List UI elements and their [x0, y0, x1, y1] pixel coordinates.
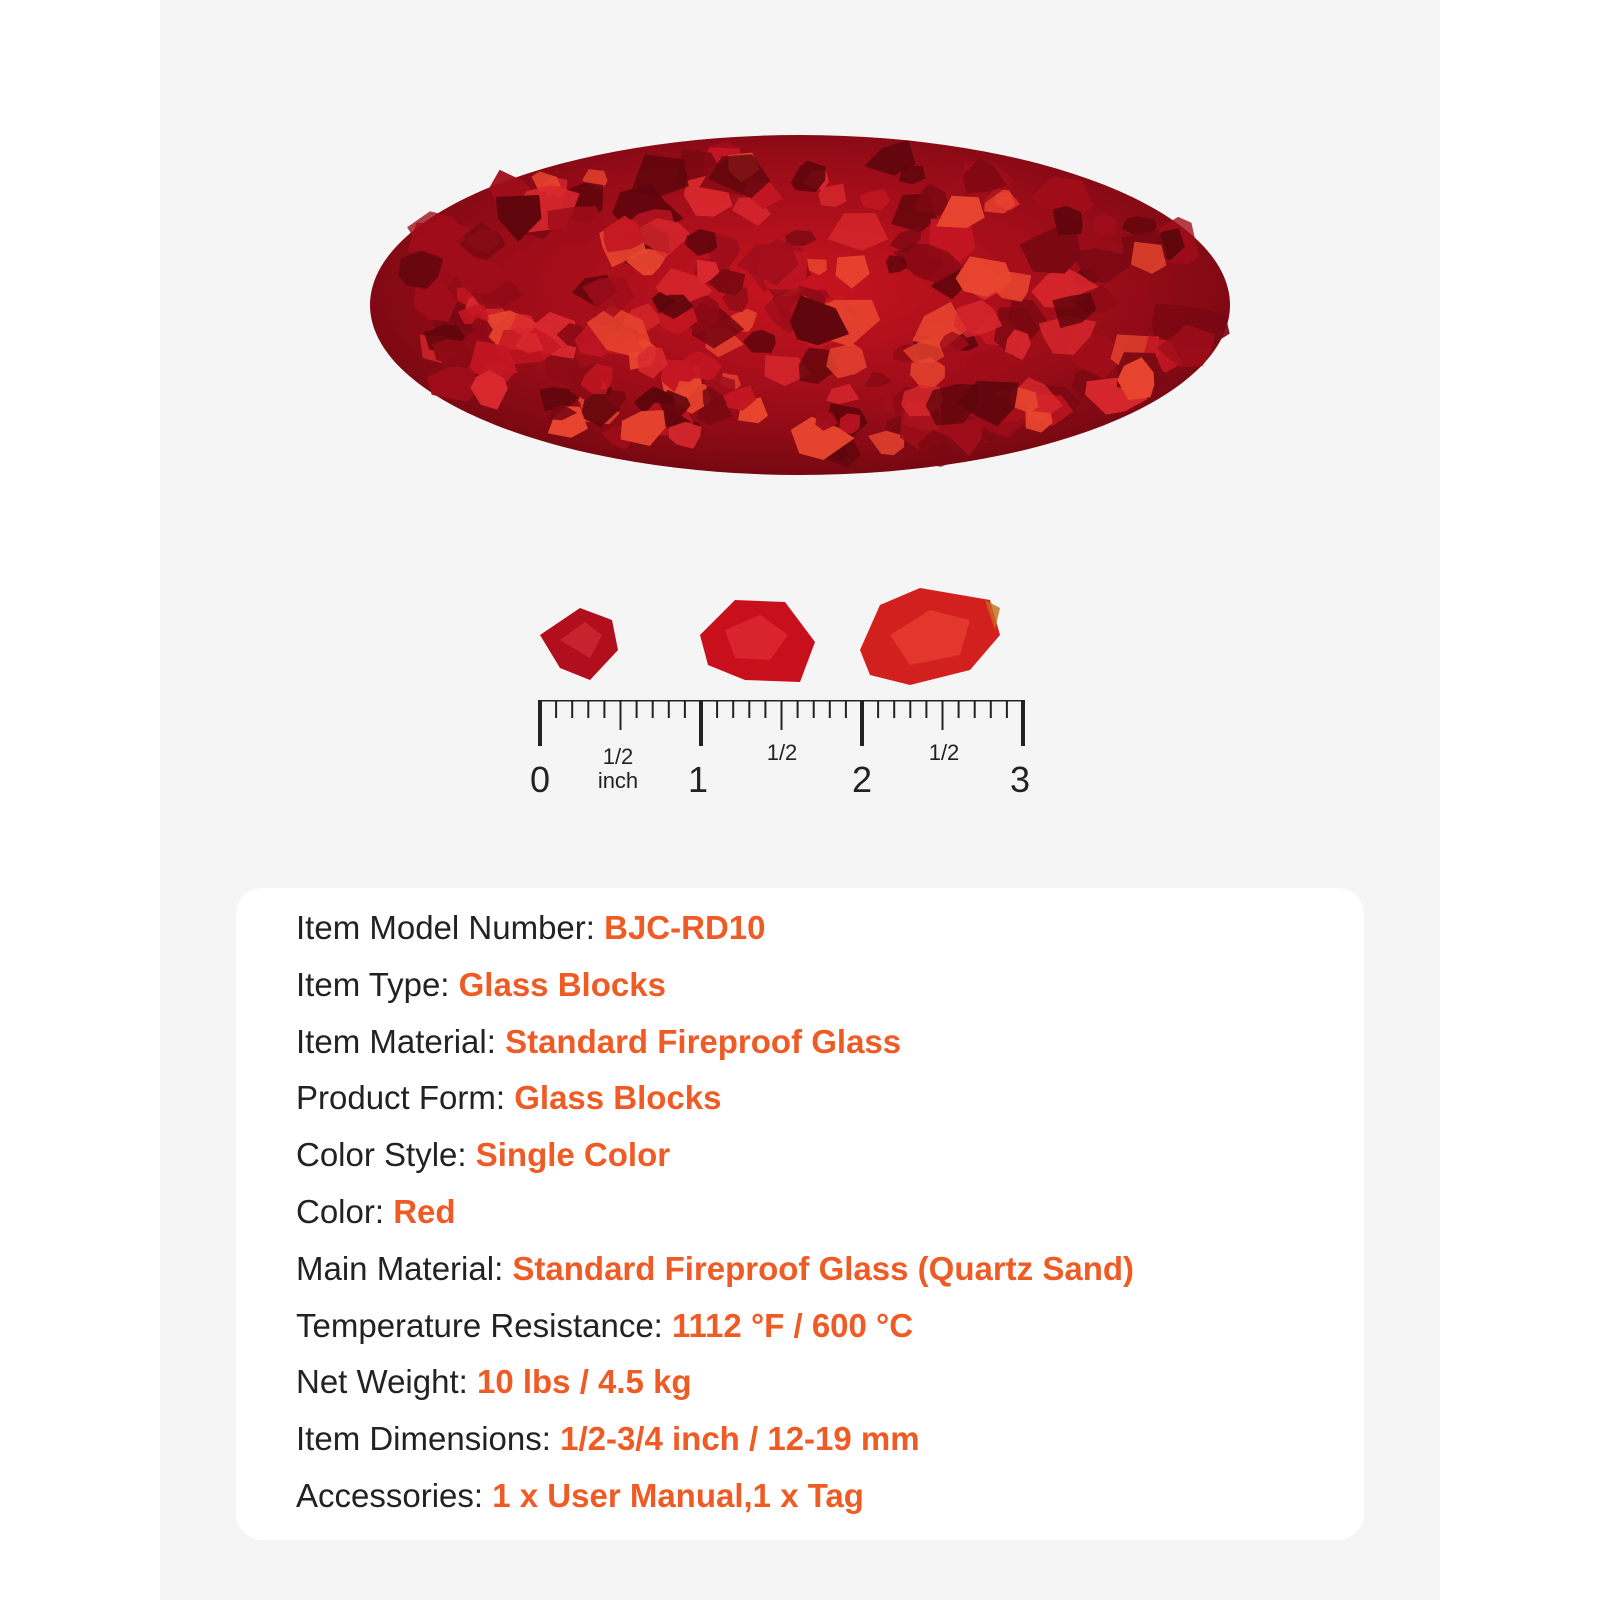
- spec-label: Color:: [296, 1192, 394, 1230]
- spec-label: Net Weight:: [296, 1363, 477, 1401]
- glass-heap-image: [340, 100, 1260, 510]
- spec-value: Standard Fireproof Glass (Quartz Sand): [512, 1249, 1134, 1287]
- spec-value: Single Color: [475, 1136, 671, 1174]
- spec-value: 1112 °F / 600 °C: [672, 1306, 914, 1344]
- spec-label: Item Model Number:: [296, 909, 605, 946]
- spec-value: Standard Fireproof Glass: [505, 1022, 902, 1060]
- spec-label: Temperature Resistance:: [296, 1306, 673, 1344]
- measurement-ruler: [520, 700, 1060, 820]
- ruler-half-label: 1/2: [766, 740, 798, 765]
- ruler-unit-label: inch: [597, 768, 639, 793]
- spec-value: 10 lbs / 4.5 kg: [476, 1363, 692, 1401]
- spec-value: BJC-RD10: [604, 909, 766, 946]
- spec-row-color: [296, 1184, 1134, 1241]
- spec-row-item-material: [296, 1014, 1134, 1071]
- specifications-card: [236, 888, 1364, 1540]
- spec-value: Glass Blocks: [514, 1079, 722, 1117]
- spec-label: Main Material:: [296, 1249, 513, 1287]
- ruler-number-3: 3: [1009, 759, 1031, 800]
- ruler-half-label: 1/2: [928, 740, 960, 765]
- spec-row-accessories: [296, 1468, 1134, 1525]
- glass-samples-image: [530, 580, 1070, 710]
- spec-label: Item Dimensions:: [296, 1420, 561, 1458]
- spec-label: Item Material:: [296, 1022, 506, 1060]
- ruler-number-2: 2: [851, 759, 873, 800]
- spec-label: Accessories:: [296, 1476, 493, 1514]
- spec-row-temperature-resistance: [296, 1298, 1134, 1355]
- spec-value: 1/2-3/4 inch / 12-19 mm: [560, 1420, 920, 1458]
- ruler-number-1: 1: [687, 759, 709, 800]
- ruler-half-label: 1/2: [602, 744, 634, 769]
- spec-row-main-material: [296, 1241, 1134, 1298]
- spec-value: Glass Blocks: [458, 965, 666, 1003]
- spec-label: Color Style:: [296, 1136, 476, 1174]
- spec-row-color-style: [296, 1127, 1134, 1184]
- spec-row-item-type: [296, 957, 1134, 1014]
- spec-value: 1 x User Manual,1 x Tag: [492, 1476, 864, 1514]
- specifications-list: [296, 900, 1134, 1525]
- spec-row-net-weight: [296, 1354, 1134, 1411]
- spec-row-model-number: [296, 900, 1134, 957]
- spec-row-product-form: [296, 1070, 1134, 1127]
- spec-row-item-dimensions: [296, 1411, 1134, 1468]
- spec-label: Item Type:: [296, 965, 459, 1003]
- ruler-number-0: 0: [529, 759, 551, 800]
- spec-label: Product Form:: [296, 1079, 515, 1117]
- spec-value: Red: [393, 1192, 456, 1230]
